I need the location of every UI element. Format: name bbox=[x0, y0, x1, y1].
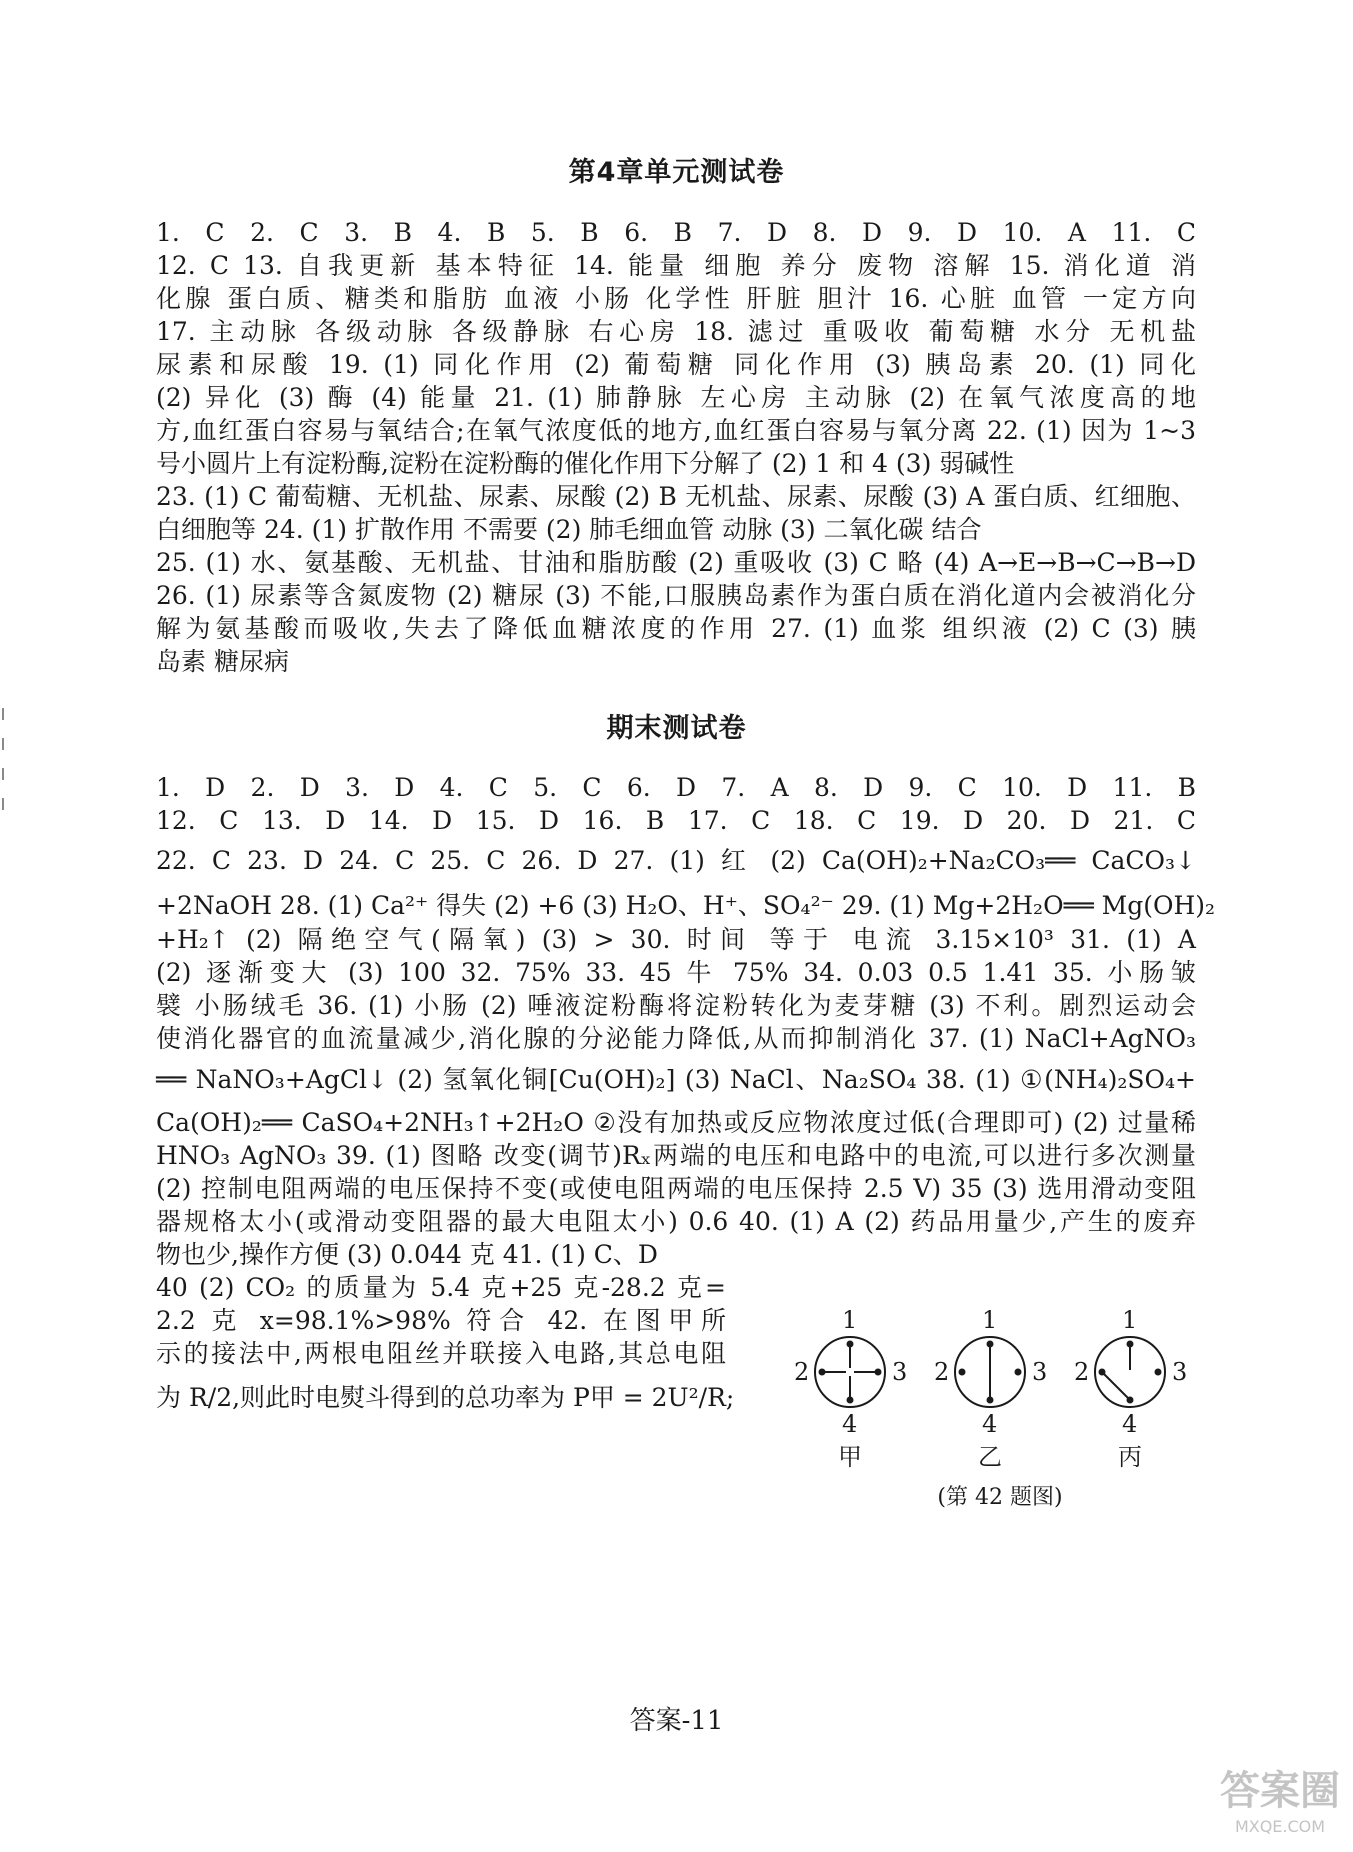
panel-label: 乙 bbox=[978, 1443, 1002, 1471]
terminal-label: 1 bbox=[982, 1306, 998, 1334]
watermark-logo bbox=[1210, 1765, 1350, 1845]
panel-jia bbox=[794, 1306, 907, 1471]
answer-line: 使消化器官的血流量减少,消化腺的分泌能力降低,从而抑制消化 37. (1) NaCl+AgNO₃ bbox=[156, 1024, 1196, 1053]
answer-line: 12. C 13. 自我更新 基本特征 14. 能量 细胞 养分 废物 溶解 15. 消化道 消 bbox=[156, 251, 1196, 280]
answer-line: HNO₃ AgNO₃ 39. (1) 图略 改变(调节)Rₓ两端的电压和电路中的电流,可以进行多次测量 bbox=[156, 1141, 1196, 1170]
panel-label: 甲 bbox=[838, 1443, 862, 1471]
panel-bing bbox=[1074, 1306, 1187, 1471]
terminal-label: 1 bbox=[842, 1306, 858, 1334]
scan-mark bbox=[2, 738, 4, 750]
panel-label: 丙 bbox=[1118, 1443, 1142, 1471]
terminal-label: 3 bbox=[1032, 1358, 1048, 1386]
answer-line: 12. C 13. D 14. D 15. D 16. B 17. C 18. C 19. D 20. D 21. C bbox=[156, 806, 1196, 835]
answer-line: 岛素 糖尿病 bbox=[156, 647, 289, 676]
answer-line: 22. C 23. D 24. C 25. C 26. D 27. (1) 红 (2) Ca(OH)₂+Na₂CO₃══ CaCO₃↓ bbox=[156, 846, 1196, 875]
page-number: 答案-11 bbox=[629, 1706, 724, 1736]
answer-line: +2NaOH 28. (1) Ca²⁺ 得失 (2) +6 (3) H₂O、H⁺、SO₄²⁻ 29. (1) Mg+2H₂O══ Mg(OH)₂ bbox=[156, 891, 1216, 920]
answer-line: 化腺 蛋白质、糖类和脂肪 血液 小肠 化学性 肝脏 胆汁 16. 心脏 血管 一定方向 bbox=[156, 284, 1196, 313]
scan-mark bbox=[2, 708, 4, 720]
answer-line: Ca(OH)₂══ CaSO₄+2NH₃↑+2H₂O ②没有加热或反应物浓度过低(合理即可) (2) 过量稀 bbox=[156, 1108, 1196, 1137]
watermark-text: 答案圈 bbox=[1220, 1768, 1340, 1814]
answer-line: 1. C 2. C 3. B 4. B 5. B 6. B 7. D 8. D 9. D 10. A 11. C bbox=[156, 218, 1196, 247]
answer-line: 襞 小肠绒毛 36. (1) 小肠 (2) 唾液淀粉酶将淀粉转化为麦芽糖 (3) 不利。剧烈运动会 bbox=[156, 991, 1196, 1020]
answer-line: 白细胞等 24. (1) 扩散作用 不需要 (2) 肺毛细血管 动脉 (3) 二氧化碳 结合 bbox=[156, 515, 982, 544]
answer-line: 号小圆片上有淀粉酶,淀粉在淀粉酶的催化作用下分解了 (2) 1 和 4 (3) 弱碱性 bbox=[156, 449, 1015, 478]
answer-line: 23. (1) C 葡萄糖、无机盐、尿素、尿酸 (2) B 无机盐、尿素、尿酸 (3) A 蛋白质、红细胞、 bbox=[156, 482, 1196, 511]
terminal-label: 4 bbox=[982, 1410, 998, 1438]
answer-line: 1. D 2. D 3. D 4. C 5. C 6. D 7. A 8. D 9. C 10. D 11. B bbox=[156, 773, 1196, 802]
answer-line: 40 (2) CO₂ 的质量为 5.4 克+25 克-28.2 克= bbox=[156, 1273, 726, 1302]
terminal-label: 3 bbox=[892, 1358, 908, 1386]
scan-mark bbox=[2, 798, 4, 810]
answer-line: 解为氨基酸而吸收,失去了降低血糖浓度的作用 27. (1) 血浆 组织液 (2) C (3) 胰 bbox=[156, 614, 1196, 643]
answer-line: 2.2 克 x=98.1%>98% 符合 42. 在图甲所 bbox=[156, 1306, 726, 1335]
terminal-label: 2 bbox=[794, 1358, 810, 1386]
answer-line: 示的接法中,两根电阻丝并联接入电路,其总电阻 bbox=[156, 1339, 726, 1368]
answer-line: 25. (1) 水、氨基酸、无机盐、甘油和脂肪酸 (2) 重吸收 (3) C 略 (4) A→E→B→C→B→D bbox=[156, 548, 1196, 577]
answer-line: +H₂↑ (2) 隔绝空气(隔氧) (3) > 30. 时间 等于 电流 3.15×10³ 31. (1) A bbox=[156, 925, 1196, 954]
section-title-chapter4: 第4章单元测试卷 bbox=[568, 157, 785, 188]
watermark-url: MXQE.COM bbox=[1234, 1817, 1326, 1836]
section-title-final-exam: 期末测试卷 bbox=[606, 713, 747, 744]
terminal-label: 4 bbox=[1122, 1410, 1138, 1438]
answer-line: 为 R/2,则此时电熨斗得到的总功率为 P甲 = 2U²/R; bbox=[156, 1383, 735, 1412]
answer-line: 17. 主动脉 各级动脉 各级静脉 右心房 18. 滤过 重吸收 葡萄糖 水分 无机盐 bbox=[156, 317, 1196, 346]
answer-line: ══ NaNO₃+AgCl↓ (2) 氢氧化铜[Cu(OH)₂] (3) NaCl、Na₂SO₄ 38. (1) ①(NH₄)₂SO₄+ bbox=[156, 1065, 1196, 1094]
answer-line: 物也少,操作方便 (3) 0.044 克 41. (1) C、D bbox=[156, 1240, 658, 1269]
terminal-label: 2 bbox=[934, 1358, 950, 1386]
answer-line: (2) 控制电阻两端的电压保持不变(或使电阻两端的电压保持 2.5 V) 35 (3) 选用滑动变阻 bbox=[156, 1174, 1196, 1203]
panel-yi bbox=[934, 1306, 1047, 1471]
answer-line: 器规格太小(或滑动变阻器的最大电阻太小) 0.6 40. (1) A (2) 药品用量少,产生的废弃 bbox=[156, 1207, 1196, 1236]
figure-caption: (第 42 题图) bbox=[937, 1485, 1063, 1510]
answer-line: (2) 异化 (3) 酶 (4) 能量 21. (1) 肺静脉 左心房 主动脉 (2) 在氧气浓度高的地 bbox=[156, 383, 1196, 412]
terminal-label: 1 bbox=[1122, 1306, 1138, 1334]
answer-line: 26. (1) 尿素等含氮废物 (2) 糖尿 (3) 不能,口服胰岛素作为蛋白质在消化道内会被消化分 bbox=[156, 581, 1196, 610]
answer-line: 尿素和尿酸 19. (1) 同化作用 (2) 葡萄糖 同化作用 (3) 胰岛素 20. (1) 同化 bbox=[156, 350, 1196, 379]
question-42-diagram bbox=[780, 1306, 1200, 1471]
terminal-label: 3 bbox=[1172, 1358, 1188, 1386]
terminal-label: 2 bbox=[1074, 1358, 1090, 1386]
answer-line: 方,血红蛋白容易与氧结合;在氧气浓度低的地方,血红蛋白容易与氧分离 22. (1) 因为 1~3 bbox=[156, 416, 1196, 445]
scan-mark bbox=[2, 768, 4, 780]
answer-line: (2) 逐渐变大 (3) 100 32. 75% 33. 45 牛 75% 34. 0.03 0.5 1.41 35. 小肠皱 bbox=[156, 958, 1196, 987]
terminal-label: 4 bbox=[842, 1410, 858, 1438]
